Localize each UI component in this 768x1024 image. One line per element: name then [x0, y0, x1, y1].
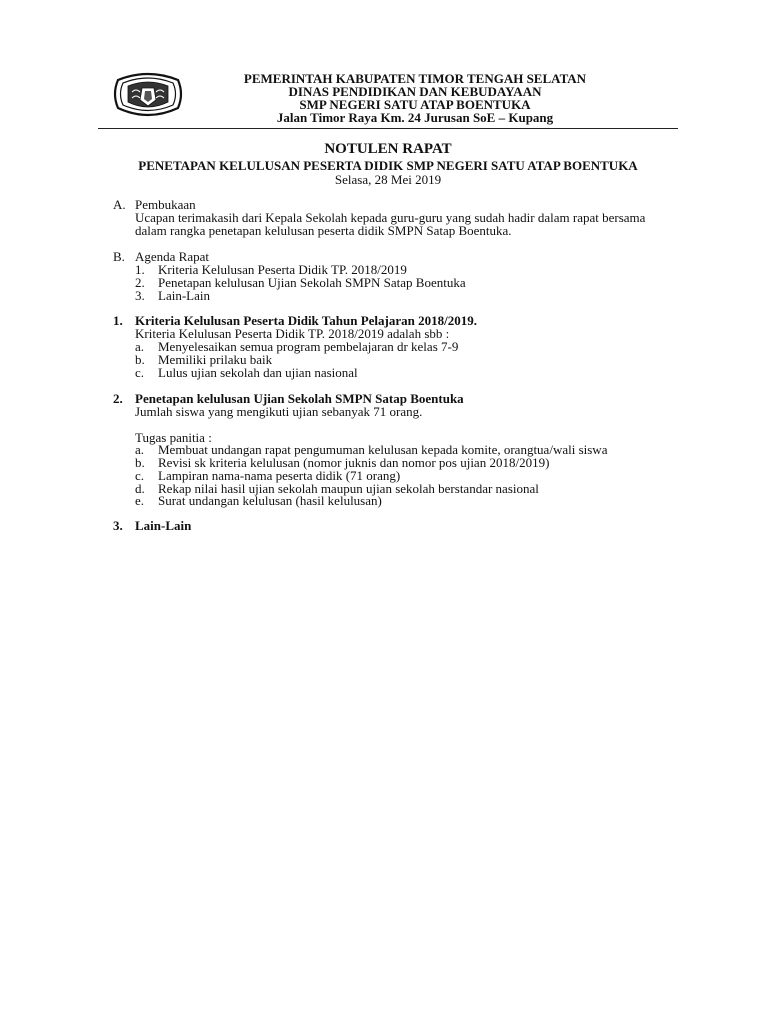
letterhead-government: PEMERINTAH KABUPATEN TIMOR TENGAH SELATAN: [243, 71, 587, 86]
criteria-item-letter: b.: [135, 352, 145, 367]
meeting-date: Selasa, 28 Mei 2019: [334, 172, 442, 187]
criteria-item: Lulus ujian sekolah dan ujian nasional: [158, 365, 358, 380]
section-a-heading: Pembukaan: [135, 197, 196, 212]
section-b-marker: B.: [113, 249, 125, 264]
agenda-item-number: 2.: [135, 275, 145, 290]
section-2-heading: Penetapan kelulusan Ujian Sekolah SMPN Satap Boentuka: [135, 391, 464, 406]
letterhead-divider: [98, 128, 678, 129]
task-item: Rekap nilai hasil ujian sekolah maupun ujian sekolah berstandar nasional: [158, 481, 539, 496]
task-item-letter: c.: [135, 468, 145, 483]
task-item: Revisi sk kriteria kelulusan (nomor juknis dan nomor pos ujian 2018/2019): [158, 455, 550, 470]
section-1-intro: Kriteria Kelulusan Peserta Didik TP. 2018/2019 adalah sbb :: [135, 326, 450, 341]
letterhead-school: SMP NEGERI SATU ATAP BOENTUKA: [299, 97, 531, 112]
letterhead-address: Jalan Timor Raya Km. 24 Jurusan SoE – Kupang: [276, 110, 554, 125]
task-item-letter: e.: [135, 493, 145, 508]
task-item: Lampiran nama-nama peserta didik (71 orang): [158, 468, 401, 483]
criteria-item: Menyelesaikan semua program pembelajaran dr kelas 7-9: [158, 339, 459, 354]
agenda-item: Lain-Lain: [158, 288, 210, 303]
agenda-item: Kriteria Kelulusan Peserta Didik TP. 2018/2019: [158, 262, 407, 277]
agenda-item-number: 3.: [135, 288, 145, 303]
section-1-marker: 1.: [113, 313, 123, 328]
criteria-item-letter: c.: [135, 365, 145, 380]
task-item: Membuat undangan rapat pengumuman kelulusan kepada komite, orangtua/wali siswa: [158, 442, 608, 457]
document-title: NOTULEN RAPAT: [324, 141, 452, 157]
criteria-item: Memiliki prilaku baik: [158, 352, 273, 367]
agenda-item: Penetapan kelulusan Ujian Sekolah SMPN Satap Boentuka: [158, 275, 466, 290]
tasks-label: Tugas panitia :: [135, 430, 212, 445]
letterhead-department: DINAS PENDIDIKAN DAN KEBUDAYAAN: [288, 84, 542, 99]
document-subtitle: PENETAPAN KELULUSAN PESERTA DIDIK SMP NEGERI SATU ATAP BOENTUKA: [138, 158, 638, 173]
section-a-marker: A.: [113, 197, 126, 212]
section-3-heading: Lain-Lain: [135, 518, 192, 533]
section-a-line-2: dalam rangka penetapan kelulusan peserta didik SMPN Satap Boentuka.: [135, 223, 512, 238]
section-2-marker: 2.: [113, 391, 123, 406]
task-item-letter: b.: [135, 455, 145, 470]
task-item-letter: d.: [135, 481, 145, 496]
regency-emblem-logo: [112, 70, 184, 120]
section-b-heading: Agenda Rapat: [135, 249, 210, 264]
section-2-intro: Jumlah siswa yang mengikuti ujian sebanyak 71 orang.: [135, 404, 423, 419]
task-item: Surat undangan kelulusan (hasil kelulusan): [158, 493, 382, 508]
task-item-letter: a.: [135, 442, 145, 457]
criteria-item-letter: a.: [135, 339, 145, 354]
agenda-item-number: 1.: [135, 262, 145, 277]
section-1-heading: Kriteria Kelulusan Peserta Didik Tahun Pelajaran 2018/2019.: [135, 313, 477, 328]
section-3-marker: 3.: [113, 518, 123, 533]
section-a-line-1: Ucapan terimakasih dari Kepala Sekolah kepada guru-guru yang sudah hadir dalam rapat bersama: [135, 210, 646, 225]
